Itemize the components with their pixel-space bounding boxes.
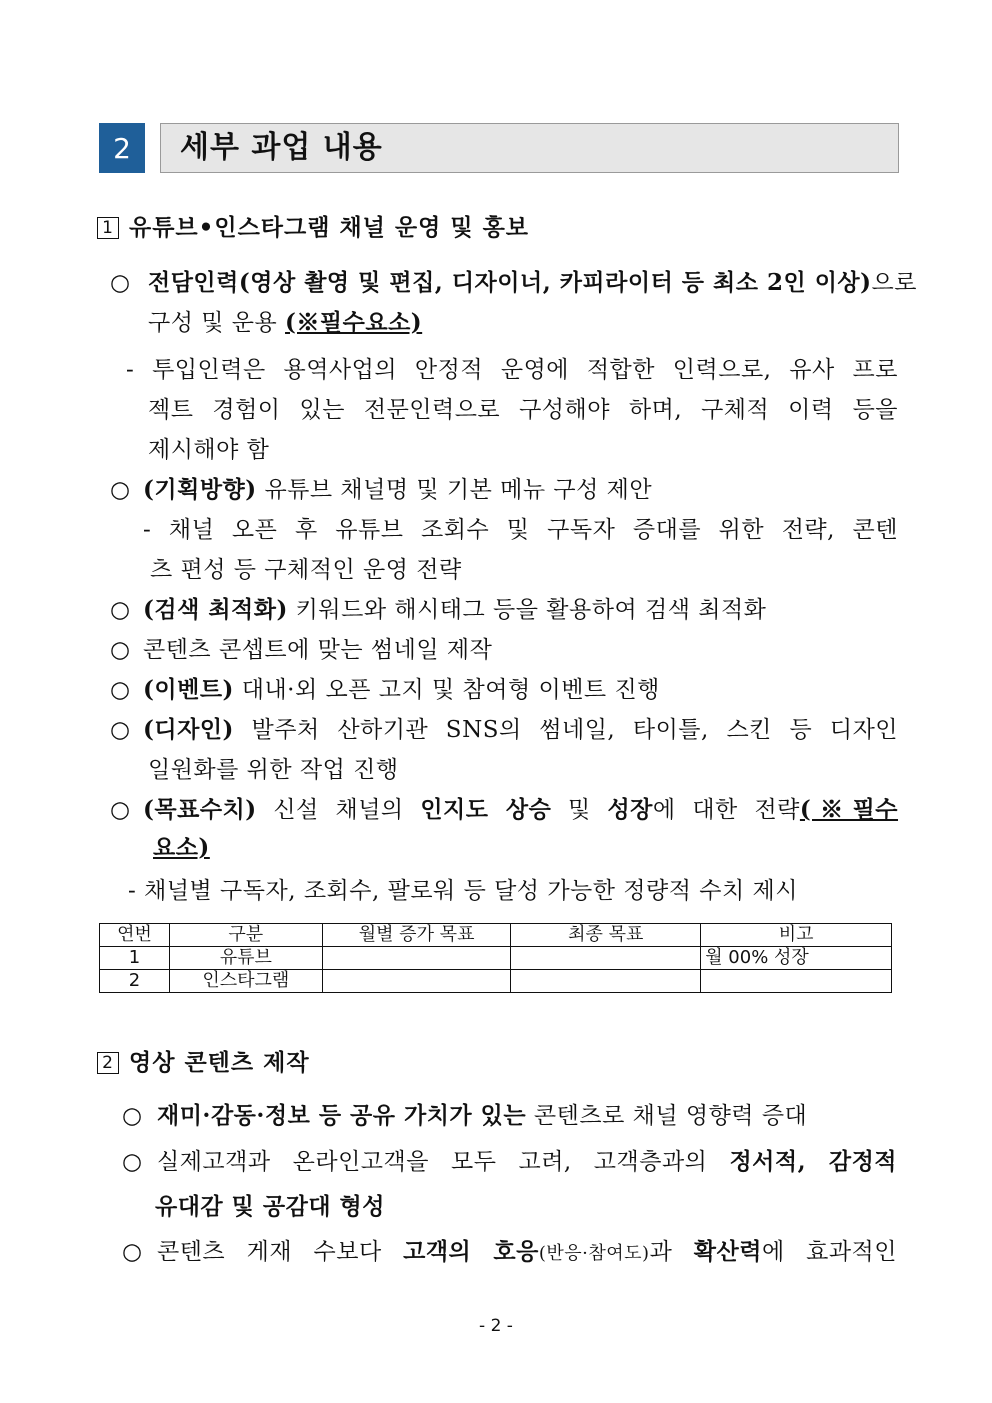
table-cell: 월 00% 성장 <box>701 947 892 970</box>
subheading-1-title: 유튜브•인스타그램 채널 운영 및 홍보 <box>129 215 530 241</box>
item2-1-text: 콘텐츠로 채널 영향력 증대 <box>526 1103 808 1129</box>
item-6-text: 발주처 산하기관 SNS의 썸네일, 타이틀, 스킨 등 디자인 <box>233 717 898 743</box>
item-1-bold: 전담인력(영상 촬영 및 편집, 디자이너, 카피라이터 등 최소 2인 이상) <box>148 269 872 296</box>
item-3-bullet: ○ <box>110 597 131 623</box>
item-5-text: 대내·외 오픈 고지 및 참여형 이벤트 진행 <box>233 677 660 703</box>
table-row <box>100 970 892 993</box>
table-header-cell: 연번 <box>100 924 170 947</box>
item-7-line-1 <box>143 795 898 825</box>
item2-3-text-3: 에 효과적인 <box>761 1239 897 1265</box>
item-7-text-2: 및 <box>551 797 608 823</box>
subheading-1 <box>97 213 529 243</box>
item-6-line-2: 일원화를 위한 작업 진행 <box>148 757 399 783</box>
item-3-line <box>143 595 766 625</box>
subheading-2 <box>97 1048 310 1078</box>
detail-1-line-3: 제시해야 함 <box>148 437 270 463</box>
item-5-bullet: ○ <box>110 677 131 703</box>
item-7-bullet: ○ <box>110 797 131 823</box>
item2-3-text-2: 과 <box>649 1239 694 1265</box>
item-6-bold: (디자인) <box>143 716 234 743</box>
item-7-bold-growth: 성장 <box>607 796 653 823</box>
item2-1-bold: 재미·감동·정보 등 공유 가치가 있는 <box>157 1102 527 1129</box>
item-1-line-2-text: 구성 및 운용 <box>148 310 286 336</box>
table-cell: 2 <box>100 970 170 993</box>
item2-2-line-1 <box>157 1147 897 1177</box>
table-cell <box>322 947 511 970</box>
item2-1-line <box>157 1101 807 1131</box>
detail-1-line-1: - 투입인력은 용역사업의 안정적 운영에 적합한 인력으로, 유사 프로 <box>126 357 898 383</box>
goal-table <box>99 923 892 993</box>
item2-2-bullet: ○ <box>122 1149 143 1175</box>
detail-2-line-2: 츠 편성 등 구체적인 운영 전략 <box>150 557 462 583</box>
item2-1-bullet: ○ <box>122 1103 143 1129</box>
item-7-bold: (목표수치) <box>143 796 257 823</box>
subheading-2-number: 2 <box>97 1052 119 1074</box>
item-7-bold-awareness: 인지도 상승 <box>420 796 552 823</box>
item-2-bullet: ○ <box>110 477 131 503</box>
item-7-line-2: 요소) <box>153 834 210 861</box>
detail-2-line-1: - 채널 오픈 후 유튜브 조회수 및 구독자 증대를 위한 전략, 콘텐 <box>143 517 898 543</box>
item-6-line-1 <box>143 715 898 745</box>
table-cell: 유튜브 <box>169 947 322 970</box>
table-cell <box>511 947 701 970</box>
item-6-bullet: ○ <box>110 717 131 743</box>
item2-2-text: 실제고객과 온라인고객을 모두 고려, 고객층과의 <box>157 1149 730 1175</box>
item-5-line <box>143 675 660 705</box>
item-7-required-note: (※필수 <box>799 796 899 823</box>
item2-2-bold: 정서적, 감정적 <box>729 1148 897 1175</box>
item-5-bold: (이벤트) <box>143 676 234 703</box>
item-4-bullet: ○ <box>110 637 131 663</box>
detail-1-line-2: 젝트 경험이 있는 전문인력으로 구성해야 하며, 구체적 이력 등을 <box>148 397 898 423</box>
item-3-bold: (검색 최적화) <box>143 596 288 623</box>
table-cell <box>322 970 511 993</box>
item-1-required-note: (※필수요소) <box>285 309 423 336</box>
item-2-line <box>143 475 652 505</box>
section-title: 세부 과업 내용 <box>180 130 383 165</box>
table-cell: 인스타그램 <box>169 970 322 993</box>
subheading-1-number: 1 <box>97 217 119 239</box>
table-row <box>100 947 892 970</box>
subheading-2-title: 영상 콘텐츠 제작 <box>129 1050 310 1076</box>
item2-3-bold-response: 고객의 호응 <box>403 1238 539 1265</box>
table-header-cell: 구분 <box>169 924 322 947</box>
item-3-text: 키워드와 해시태그 등을 활용하여 검색 최적화 <box>287 597 767 623</box>
item2-3-small: (반응·참여도) <box>538 1243 650 1264</box>
item2-3-text-1: 콘텐츠 게재 수보다 <box>157 1239 404 1265</box>
item-1-text: 으로 <box>871 270 917 296</box>
table-cell <box>701 970 892 993</box>
item-7-text-3: 에 대한 전략 <box>652 797 800 823</box>
table-header-cell: 최종 목표 <box>511 924 701 947</box>
item2-3-line <box>157 1237 897 1269</box>
table-header-cell: 월별 증가 목표 <box>322 924 511 947</box>
item2-3-bullet: ○ <box>122 1239 143 1265</box>
page-number: - 2 - <box>479 1316 513 1336</box>
item2-3-bold-spread: 확산력 <box>693 1238 762 1265</box>
item-2-bold: (기획방향) <box>143 476 257 503</box>
table-header-cell: 비고 <box>701 924 892 947</box>
item-4-text: 콘텐츠 콘셉트에 맞는 썸네일 제작 <box>143 637 493 663</box>
table-cell <box>511 970 701 993</box>
detail-7-line-1: - 채널별 구독자, 조회수, 팔로워 등 달성 가능한 정량적 수치 제시 <box>128 878 798 904</box>
item-7-text-1: 신설 채널의 <box>256 797 421 823</box>
table-cell: 1 <box>100 947 170 970</box>
item-1-bullet: ○ <box>110 270 131 296</box>
item2-2-line-2: 유대감 및 공감대 형성 <box>155 1193 385 1220</box>
table-header-row <box>100 924 892 947</box>
item-2-text: 유튜브 채널명 및 기본 메뉴 구성 제안 <box>256 477 653 503</box>
item-1-line-2 <box>148 308 422 338</box>
item-1-line-1 <box>148 268 917 298</box>
section-number: 2 <box>99 123 145 173</box>
